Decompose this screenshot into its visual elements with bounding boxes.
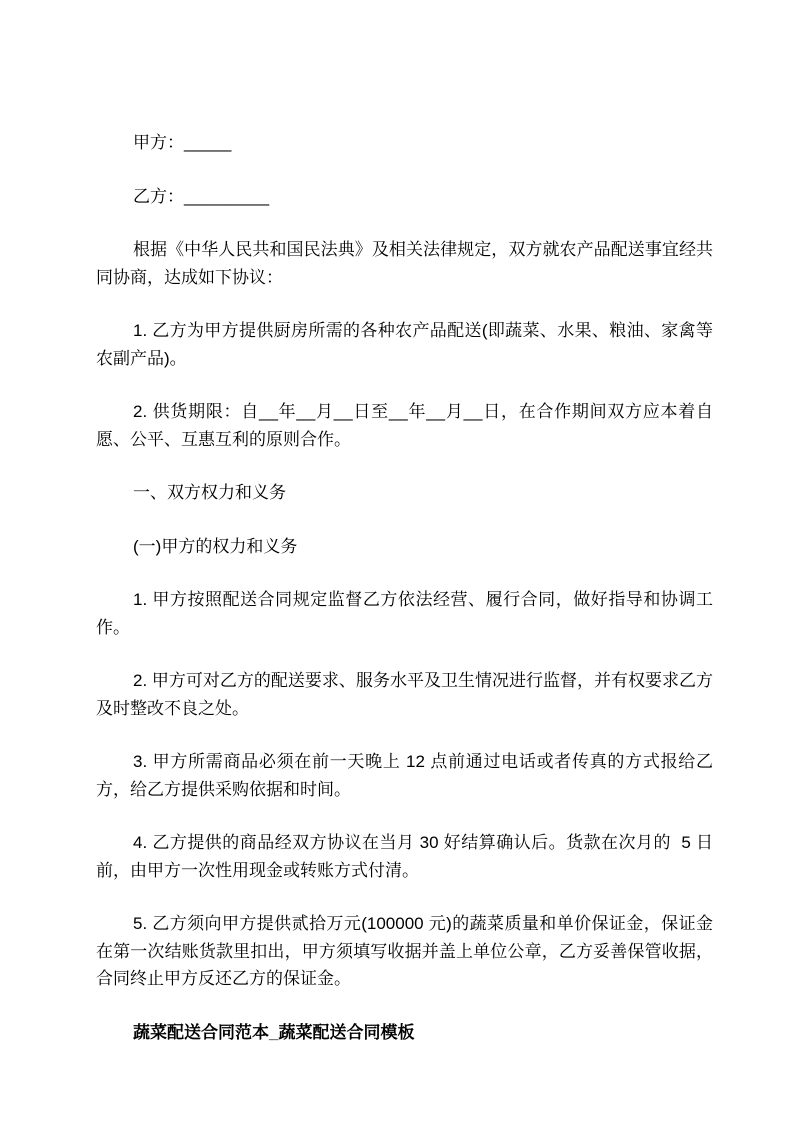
clause-a-3: 3. 甲方所需商品必须在前一天晚上 12 点前通过电话或者传真的方式报给乙方，给乙方提供采购依据和时间。 [96,752,713,799]
document-title-line: 蔬菜配送合同范本_蔬菜配送合同模板 [133,1022,415,1042]
clause-a-5: 5. 乙方须向甲方提供贰拾万元(100000 元)的蔬菜质量和单价保证金，保证金在第一次结账货款里扣出，甲方须填写收据并盖上单位公章，乙方妥善保管收据，合同终止甲方反还乙方的保证金。 [96,914,713,988]
clause-a-1: 1. 甲方按照配送合同规定监督乙方依法经营、履行合同，做好指导和协调工作。 [96,590,713,637]
clause-a-2: 2. 甲方可对乙方的配送要求、服务水平及卫生情况进行监督，并有权要求乙方及时整改不良之处。 [96,671,713,718]
subsection-heading-party-a: (一)甲方的权力和义务 [133,536,298,556]
party-a-line: 甲方：_____ [133,133,232,152]
section-heading-rights-obligations: 一、双方权力和义务 [133,483,286,502]
preamble: 根据《中华人民共和国民法典》及相关法律规定，双方就农产品配送事宜经共同协商，达成如下协议： [96,240,713,287]
clause-general-1: 1. 乙方为甲方提供厨房所需的各种农产品配送(即蔬菜、水果、粮油、家禽等农副产品)。 [96,321,713,368]
party-b-line: 乙方：_________ [133,186,270,206]
clause-general-2: 2. 供货期限：自__年__月__日至__年__月__日，在合作期间双方应本着自愿、公平、互惠互利的原则合作。 [96,402,713,449]
clause-a-4: 4. 乙方提供的商品经双方协议在当月 30 好结算确认后。货款在次月的 5 日前，由甲方一次性用现金或转账方式付清。 [96,833,713,880]
